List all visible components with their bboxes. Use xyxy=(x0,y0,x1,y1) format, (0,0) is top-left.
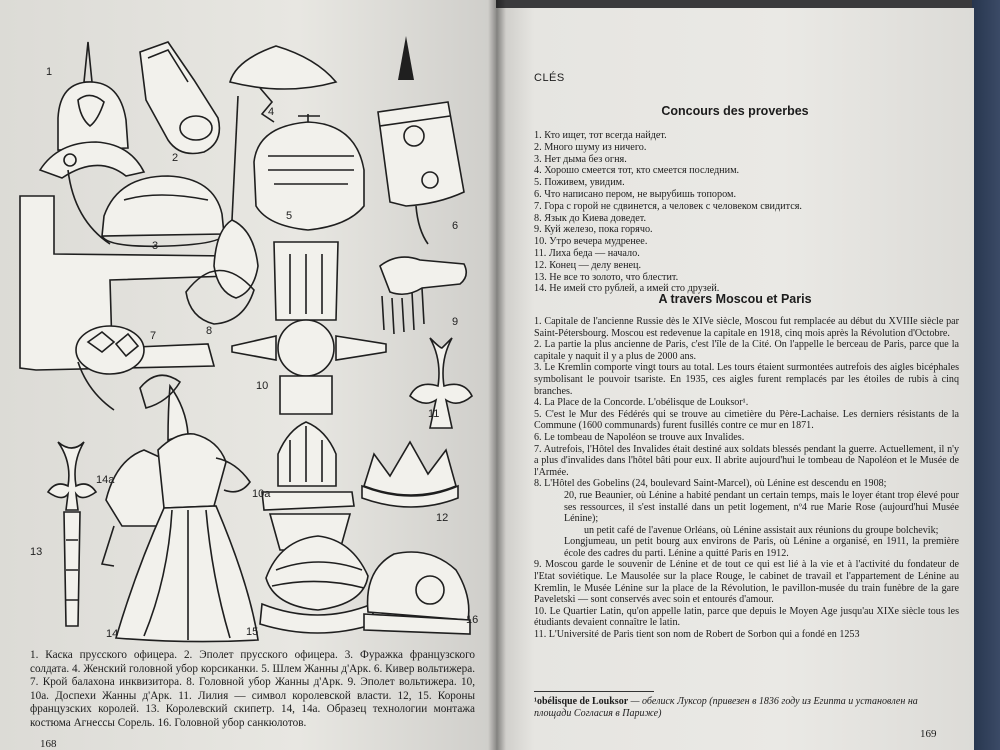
hennin-headdress-drawing xyxy=(76,326,144,410)
figure-number: 8 xyxy=(206,325,213,337)
proverb-item: 2. Много шуму из ничего. xyxy=(534,141,647,153)
footnote-rule xyxy=(534,691,654,692)
answer-subitem: un petit café de l'avenue Orléans, où Lénine assistait aux réunions du groupe bolchevik; xyxy=(584,524,939,536)
epaulette-drawing xyxy=(140,42,219,154)
answer-item: 5. C'est le Mur des Fédérés qui se trouve au cimetière du Père-Lachaise. Les derniers résistants de la Commune (1600 communards) furent fusillés contre ce mur en 1871. xyxy=(534,408,959,432)
figure-number: 13 xyxy=(30,546,43,558)
answer-item: 6. Le tombeau de Napoléon se trouve aux Invalides. xyxy=(534,431,745,443)
proverbs-list xyxy=(534,130,802,295)
answer-item: 7. Autrefois, l'Hôtel des Invalides était destiné aux soldats blessés pendant la guerre. Actuellement, il n'y a plus d'invalides dans l'hôtel bâti pour eux. Il abrite aujourd'hui le tombeau de Napoléon et le Musée de l'Armée. xyxy=(534,443,959,478)
armor-part-drawing xyxy=(262,422,354,550)
moscou-paris-text xyxy=(534,316,959,641)
figure-number: 15 xyxy=(246,626,259,638)
proverbs-heading: Concours des proverbes xyxy=(661,104,809,118)
answer-item: 8. L'Hôtel des Gobelins (24, boulevard Saint-Marcel), où Lénine est descendu en 1908; xyxy=(534,478,887,490)
figure-number: 10 xyxy=(256,380,269,392)
book-gutter xyxy=(488,0,506,750)
answer-item: 2. La partie la plus ancienne de Paris, c'est l'île de la Cité. On l'appelle le berceau de Paris, parce que la capitale y naquit il y a plus de 2000 ans. xyxy=(534,339,959,362)
page-number-right: 169 xyxy=(920,728,937,740)
crown-drawing xyxy=(362,442,458,507)
soldier-cap-drawing xyxy=(102,176,224,246)
jeanne-darc-helmet-drawing xyxy=(254,114,364,230)
section-label: CLÉS xyxy=(534,72,565,84)
moscou-paris-heading: A travers Moscou et Paris xyxy=(658,292,812,306)
figure-number: 4 xyxy=(268,106,275,118)
figure-number: 12 xyxy=(436,512,449,524)
proverb-item: 3. Нет дыма без огня. xyxy=(534,153,627,165)
proverb-item: 10. Утро вечера мудренее. xyxy=(534,236,648,248)
costume-illustrations xyxy=(18,30,488,645)
answer-item: 4. La Place de la Concorde. L'obélisque de Louksor¹. xyxy=(534,397,749,409)
figure-number: 10a xyxy=(252,488,271,500)
figure-number: 9 xyxy=(452,316,459,328)
fleur-de-lis-drawing xyxy=(410,338,472,428)
answer-item: 1. Capitale de l'ancienne Russie dès le XIVe siècle, Moscou fut remplacée au début du XVIIIe siècle par Saint-Pétersbourg. Moscou est redevenue la capitale en 1918, cinq mois après la Révolution d'Octobre. xyxy=(534,316,959,339)
answer-subitem: Longjumeau, un petit bourg aux environs de Paris, où Lénine a organisé, en 1911, la première école des cadres du parti. Lénine a quitté Paris en 1912. xyxy=(564,536,959,559)
footnote xyxy=(534,696,954,720)
proverb-item: 7. Гора с горой не сдвинется, а человек с человеком свидится. xyxy=(534,200,802,212)
figure-number: 1 xyxy=(46,66,53,78)
answer-subitem: 20, rue Beaunier, où Lénine a habité pendant un certain temps, mais le loyer étant trop élevé pour ses ressources, il s'est installé dans un petit logement, nº4 rue Marie Rose (aujourd'hui Musée Lénine); xyxy=(564,489,959,525)
proverb-item: 14. Не имей сто рублей, а имей сто друзей. xyxy=(534,283,720,295)
answer-item: 3. Le Kremlin comporte vingt tours au total. Les tours étaient surmontées autrefois des aigles bicéphales symbolisant le pouvoir tsariste. En 1935, ces aigles furent remplacés par les étoiles de rubis à cinq branches. xyxy=(534,362,959,397)
shako-drawing xyxy=(378,36,464,244)
answer-item: 9. Moscou garde le souvenir de Lénine et de tout ce qui est lié à la vie et à l'activité du fondateur de l'Etat soviétique. Le Mausolée sur la place Rouge, le cabinet de travail et l'appartement de Lénine au Kremlin, le Musée Lénine sur la place de la Révolution, le pavillon-musée du train funèbre de la gare Paveletski — sont conservés avec soin et entourés d'amour. xyxy=(534,559,959,606)
page-number-left: 168 xyxy=(40,738,57,750)
left-page xyxy=(0,0,496,750)
figure-number: 6 xyxy=(452,220,459,232)
figure-number: 16 xyxy=(466,614,479,626)
figure-number: 5 xyxy=(286,210,293,222)
figure-number: 3 xyxy=(152,240,159,252)
proverb-item: 8. Язык до Киева доведет. xyxy=(534,212,647,224)
proverb-item: 1. Кто ищет, тот всегда найдет. xyxy=(534,130,667,141)
figure-number: 14a xyxy=(96,474,115,486)
figure-number: 7 xyxy=(150,330,157,342)
answer-item: 11. L'Université de Paris tient son nom de Robert de Sorbon qui a fondé en 1253 xyxy=(534,629,860,641)
proverb-item: 9. Куй железо, пока горячо. xyxy=(534,224,653,236)
figure-number: 2 xyxy=(172,152,179,164)
proverb-item: 4. Хорошо смеется тот, кто смеется последним. xyxy=(534,165,740,177)
illustration-caption: 1. Каска прусского офицера. 2. Эполет прусского офицера. 3. Фуражка французского солдата. 4. Женский головной убор корсиканки. 5. Шлем Жанны д'Арк. 6. Кивер вольтижера. 7. Крой балахона инквизитора. 8. Головной убор Жанны д'Арк. 9. Эполет вольтижера. 10, 10а. Доспехи Жанны д'Арк. 11. Лилия — символ королевской власти. 12, 15. Короны французских королей. 13. Королевский скипетр. 14, 14а. Образец технологии монтажа костюма Агнессы Сорель. 16. Головной убор санкюлотов. xyxy=(30,649,475,729)
corsican-headwear-drawing xyxy=(230,46,336,122)
footnote-term: ¹obélisque de Louksor xyxy=(534,696,629,707)
sans-culotte-cap-drawing xyxy=(364,552,470,634)
right-page xyxy=(496,8,974,750)
proverb-item: 13. Не все то золото, что блестит. xyxy=(534,271,679,283)
book-cover-edge xyxy=(972,0,1000,750)
royal-sceptre-drawing xyxy=(48,442,96,626)
proverb-item: 6. Что написано пером, не вырубишь топором. xyxy=(534,188,736,200)
footnote-text: — обелиск Луксор (привезен в 1836 году из Египта и установлен на площади Согласия в Париже) xyxy=(534,696,918,719)
figure-number: 11 xyxy=(428,408,440,420)
proverb-item: 11. Лиха беда — начало. xyxy=(534,247,640,259)
answer-item: 10. Le Quartier Latin, qu'on appelle latin, parce que depuis le Moyen Age jusqu'au XIXe siècle tous les étudiants devaient connaître le latin. xyxy=(534,605,959,629)
proverb-item: 5. Поживем, увидим. xyxy=(534,177,625,189)
figure-number: 14 xyxy=(106,628,119,640)
proverb-item: 12. Конец — делу венец. xyxy=(534,259,642,271)
royal-crown-drawing xyxy=(260,536,374,633)
